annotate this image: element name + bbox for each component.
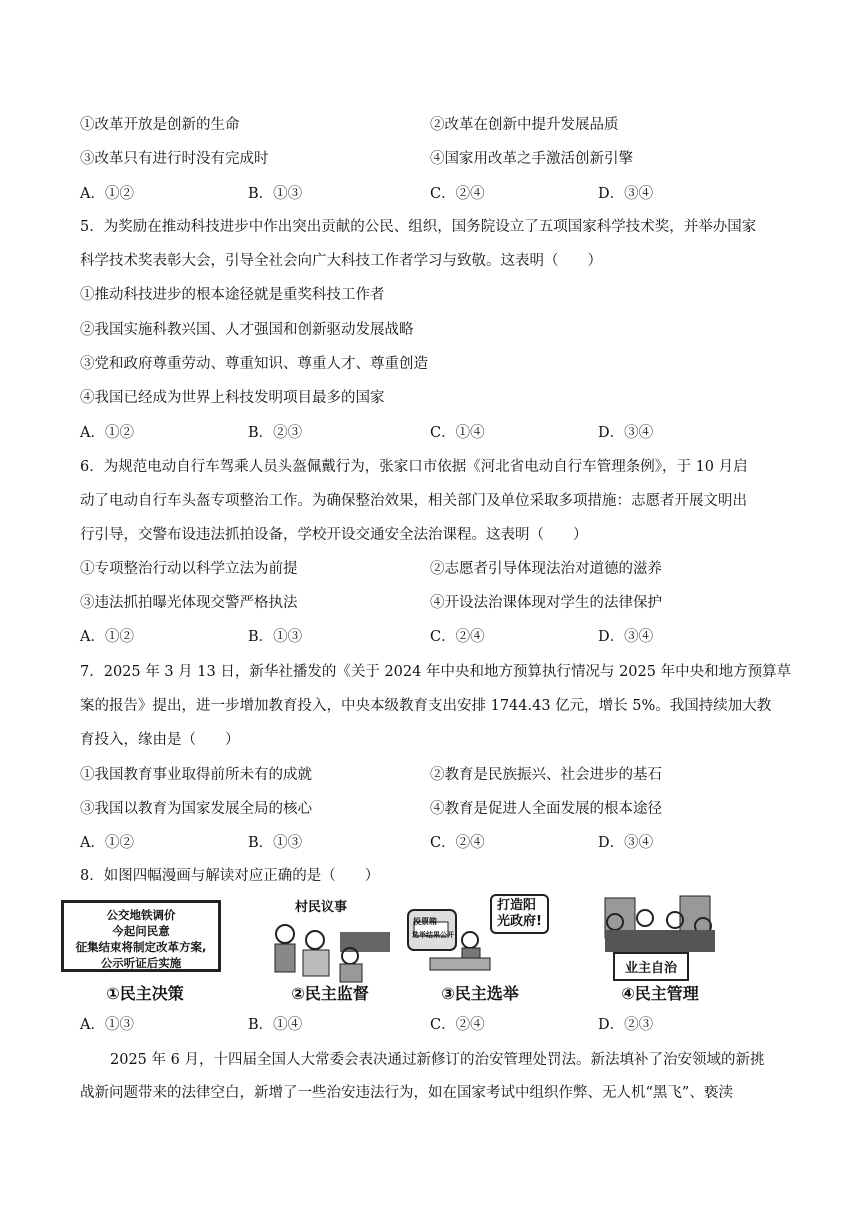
q6-stem-line-2: 动了电动自行车头盔专项整治工作。为确保整治效果，相关部门及单位采取多项措施：志愿者开展文明出	[80, 493, 747, 509]
q4-statement-2: ②改革在创新中提升发展品质	[430, 117, 619, 133]
q4-statement-1: ①改革开放是创新的生命	[80, 117, 240, 133]
q4-option-c: C．②④	[430, 186, 485, 202]
q5-statement-4: ④我国已经成为世界上科技发明项目最多的国家	[80, 390, 385, 406]
q5-option-d: D．③④	[598, 425, 654, 441]
q6-stem-line-1: 6．为规范电动自行车驾乘人员头盔佩戴行为，张家口市依据《河北省电动自行车管理条例》，于 10 月启	[80, 459, 748, 475]
q7-statement-1: ①我国教育事业取得前所未有的成就	[80, 767, 312, 783]
q6-option-c: C．②④	[430, 629, 485, 645]
owner-autonomy-sign: 业主自治	[613, 952, 689, 981]
passage-line-1: 2025 年 6 月，十四届全国人大常委会表决通过新修订的治安管理处罚法。新法填补了治安领域的新挑	[110, 1052, 765, 1068]
notice-board	[61, 900, 221, 972]
q8-stem: 8．如图四幅漫画与解读对应正确的是（ ）	[80, 868, 380, 884]
q7-stem-line-3: 育投入，缘由是（ ）	[80, 732, 240, 748]
q6-option-b: B．①③	[248, 629, 303, 645]
ballot-box-label: 投票箱	[413, 917, 437, 926]
comic-3-democratic-election	[400, 888, 560, 1006]
election-result-label: 选举结果公开	[412, 931, 454, 939]
speech-bubble	[490, 894, 549, 934]
comic-2-caption: ②民主监督	[291, 984, 369, 1003]
q5-option-b: B．②③	[248, 425, 303, 441]
board-line-4: 公示听证后实施	[100, 956, 182, 970]
q5-option-c: C．①④	[430, 425, 485, 441]
q7-option-b: B．①③	[248, 835, 303, 851]
bubble-line-1: 打造阳	[497, 898, 537, 913]
passage-line-2: 战新问题带来的法律空白，新增了一些治安违法行为，如在国家考试中组织作弊、无人机“黑飞”、亵渎	[80, 1085, 733, 1101]
q7-stem-line-1: 7．2025 年 3 月 13 日，新华社播发的《关于 2024 年中央和地方预算执行情况与 2025 年中央和地方预算草	[80, 664, 792, 680]
q8-option-b: B．①④	[248, 1017, 303, 1033]
q5-stem-line-1: 5．为奖励在推动科技进步中作出突出贡献的公民、组织，国务院设立了五项国家科学技术奖，并举办国家	[80, 219, 757, 235]
comic-3-caption: ③民主选举	[441, 984, 519, 1003]
q7-statement-4: ④教育是促进人全面发展的根本途径	[430, 801, 662, 817]
comic-4-democratic-management	[585, 888, 735, 1006]
q6-statement-4: ④开设法治课体现对学生的法律保护	[430, 595, 662, 611]
q5-statement-2: ②我国实施科教兴国、人才强国和创新驱动发展战略	[80, 322, 414, 338]
q4-option-a: A．①②	[80, 186, 134, 202]
comic-2-democratic-supervision	[255, 888, 405, 1006]
q4-statement-3: ③改革只有进行时没有完成时	[80, 151, 269, 167]
q6-statement-1: ①专项整治行动以科学立法为前提	[80, 561, 298, 577]
q6-option-a: A．①②	[80, 629, 134, 645]
q8-option-c: C．②④	[430, 1017, 485, 1033]
q6-option-d: D．③④	[598, 629, 654, 645]
q6-stem-line-3: 行引导，交警布设违法抓拍设备，学校开设交通安全法治课程。这表明（ ）	[80, 527, 588, 543]
board-line-3: 征集结束将制定改革方案,	[75, 940, 207, 954]
q7-statement-2: ②教育是民族振兴、社会进步的基石	[430, 767, 662, 783]
q4-statement-4: ④国家用改革之手激活创新引擎	[430, 151, 633, 167]
board-line-2: 今起问民意	[112, 924, 170, 938]
bubble-line-2: 光政府!	[497, 914, 542, 929]
q4-option-d: D．③④	[598, 186, 654, 202]
comic-4-caption: ④民主管理	[621, 984, 699, 1003]
q7-option-a: A．①②	[80, 835, 134, 851]
q5-statement-3: ③党和政府尊重劳动、尊重知识、尊重人才、尊重创造	[80, 356, 428, 372]
q8-option-d: D．②③	[598, 1017, 654, 1033]
board-line-1: 公交地铁调价	[106, 908, 176, 922]
q7-option-c: C．②④	[430, 835, 485, 851]
q6-statement-3: ③违法抓拍曝光体现交警严格执法	[80, 595, 298, 611]
q7-stem-line-2: 案的报告》提出，进一步增加教育投入，中央本级教育支出安排 1744.43 亿元，增长 5%。我国持续加大教	[80, 698, 772, 714]
q7-statement-3: ③我国以教育为国家发展全局的核心	[80, 801, 312, 817]
q7-option-d: D．③④	[598, 835, 654, 851]
villagers-meeting-drawing	[255, 912, 405, 992]
comic-1-democratic-decision	[55, 888, 235, 1006]
comic-1-caption: ①民主决策	[106, 984, 184, 1003]
q5-statement-1: ①推动科技进步的根本途径就是重奖科技工作者	[80, 287, 385, 303]
comic-2-title: 村民议事	[295, 900, 348, 915]
q5-stem-line-2: 科学技术奖表彰大会，引导全社会向广大科技工作者学习与致敬。这表明（ ）	[80, 253, 602, 269]
q4-option-b: B．①③	[248, 186, 303, 202]
q6-statement-2: ②志愿者引导体现法治对道德的滋养	[430, 561, 662, 577]
q8-option-a: A．①③	[80, 1017, 134, 1033]
q5-option-a: A．①②	[80, 425, 134, 441]
